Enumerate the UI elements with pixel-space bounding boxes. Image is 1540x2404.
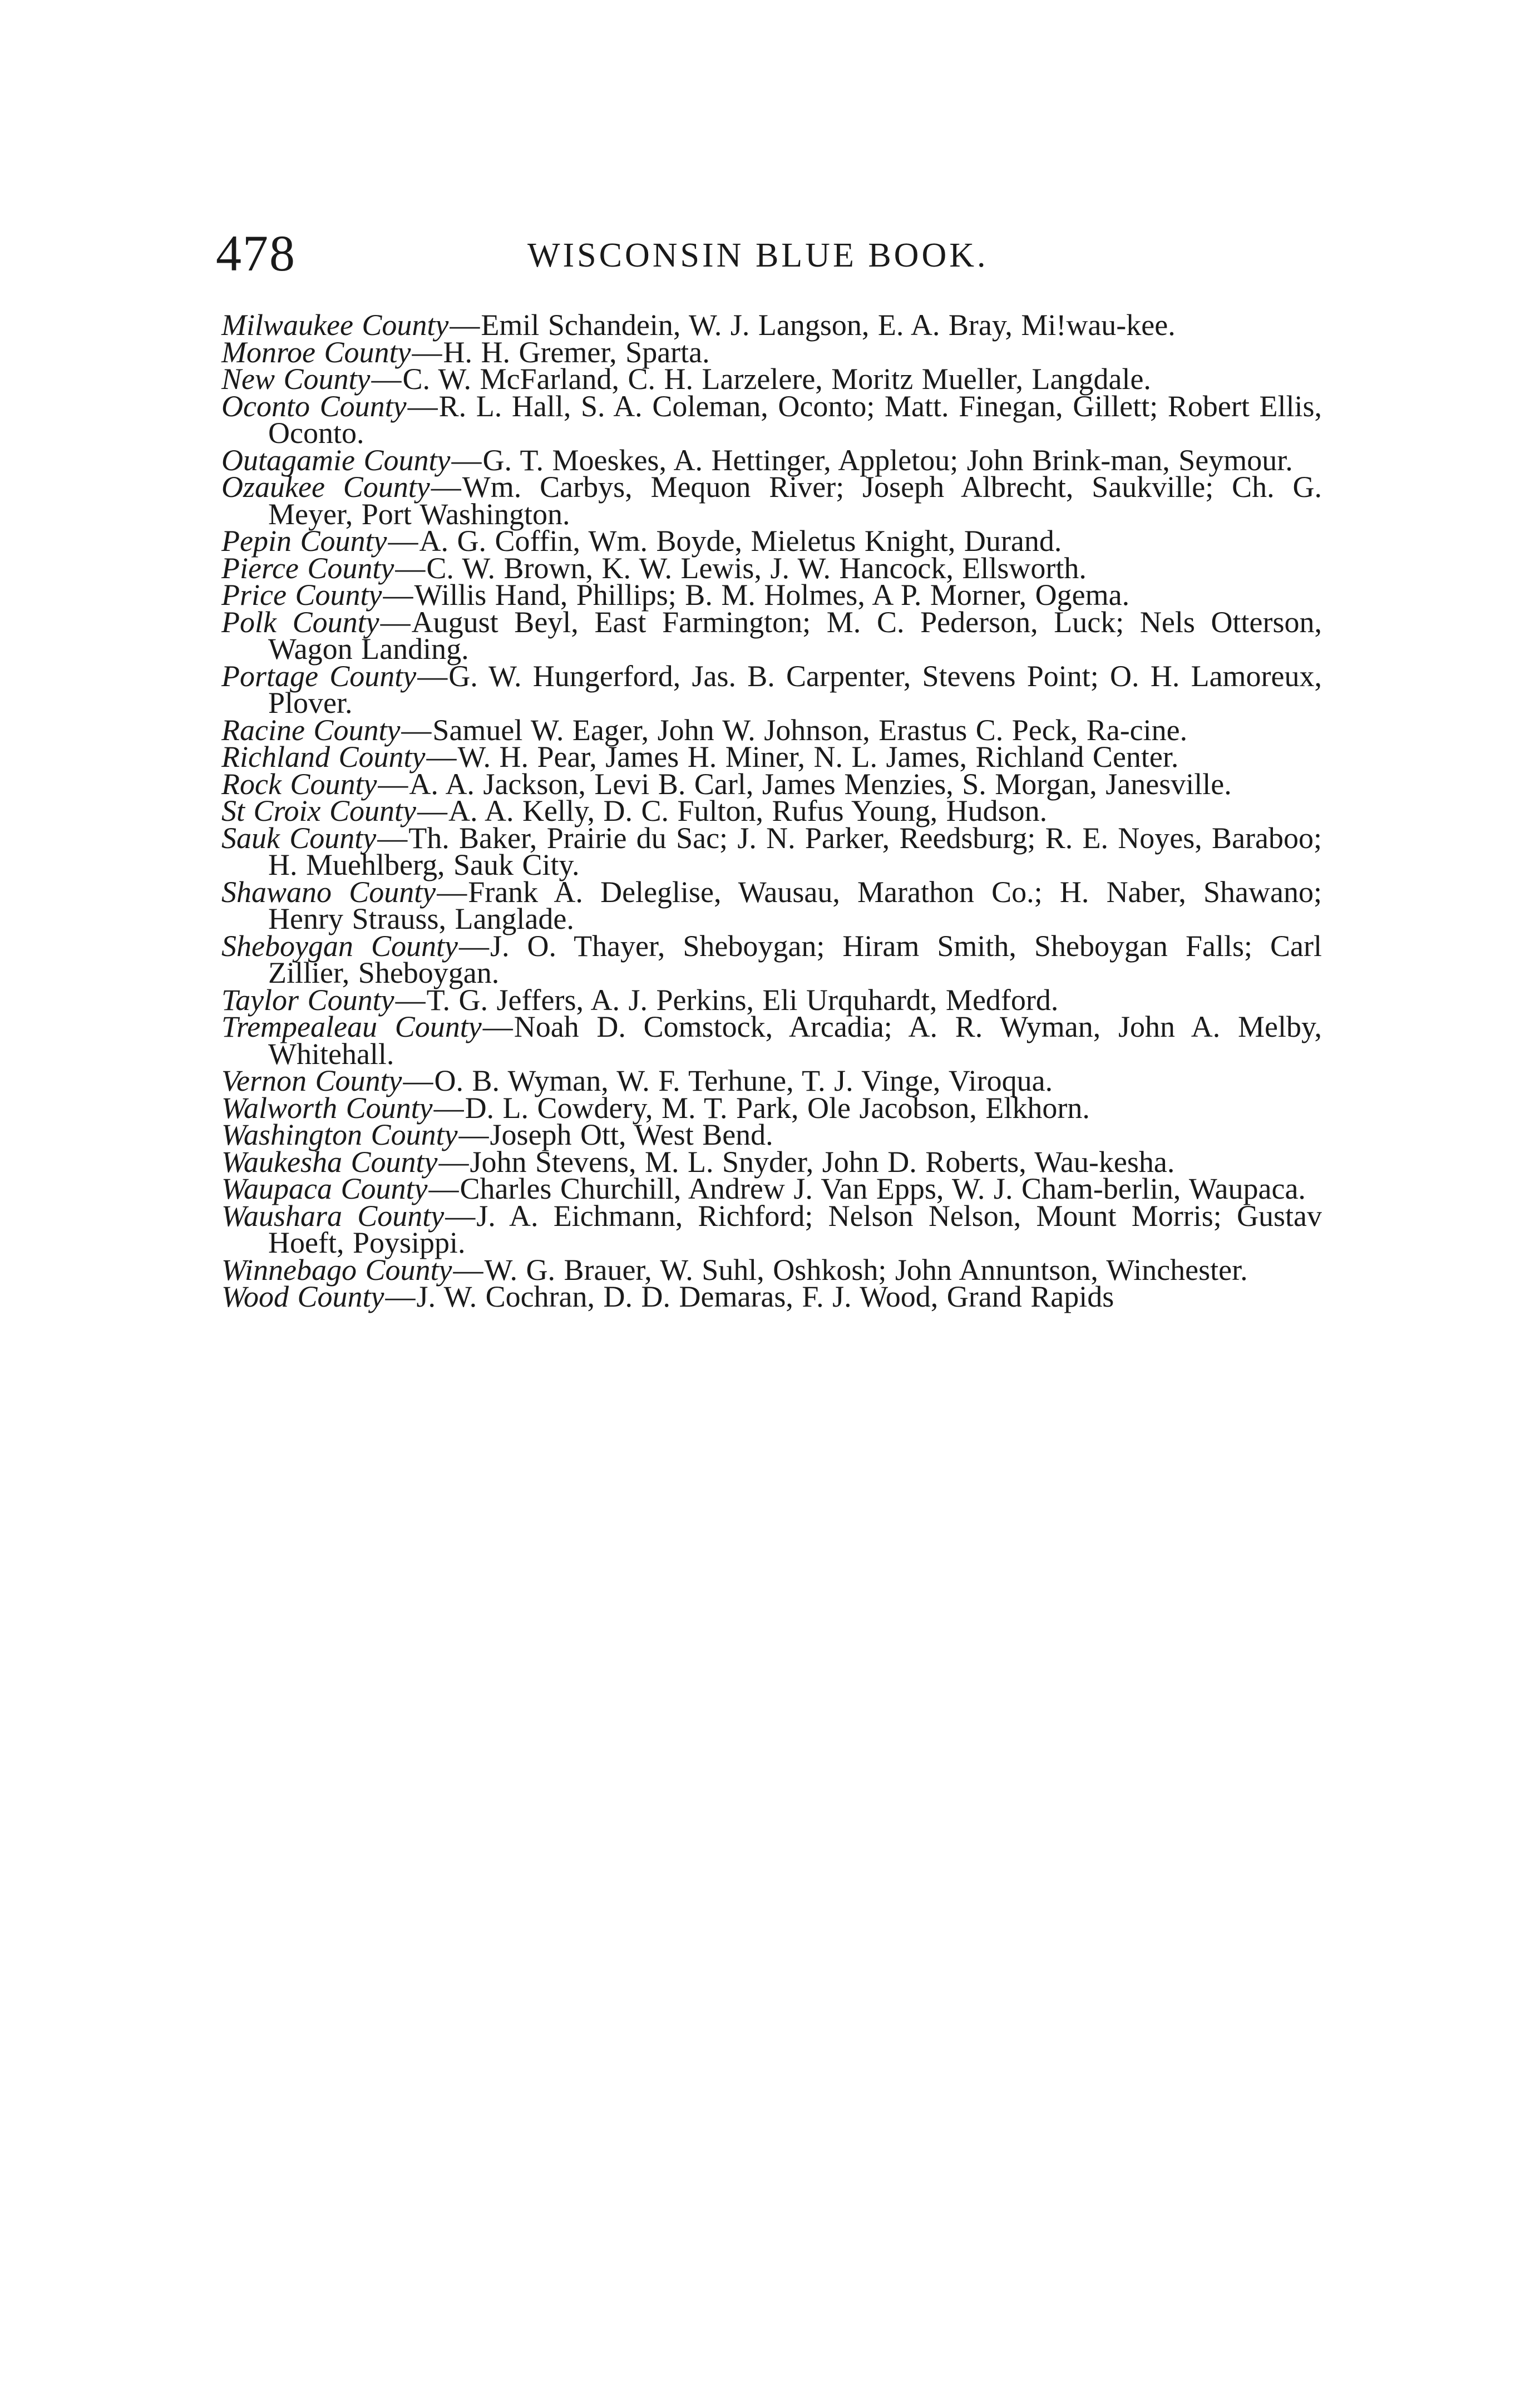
county-name: Shawano County [221,875,436,909]
county-name: Wood County [221,1280,384,1313]
county-entry [221,362,1322,396]
county-entry [221,821,1322,881]
county-name: Richland County [221,740,426,774]
county-name: Vernon County [221,1064,402,1097]
county-name: Monroe County [221,335,411,369]
county-name: Price County [221,578,382,612]
county-name: Oconto County [221,389,407,423]
em-dash: — [433,1091,464,1125]
page-number: 478 [216,225,296,282]
county-entry [221,389,1322,450]
em-dash: — [426,740,457,774]
committee-members: A. A. Jackson, Levi B. Carl, James Menzies, S. Morgan, Janesville. [409,767,1232,801]
county-entry [221,740,1322,774]
county-entry [221,1172,1322,1205]
county-entry [221,1064,1322,1097]
county-entry [221,1091,1322,1125]
page-header [216,223,1334,306]
em-dash: — [445,1199,476,1233]
county-entry [221,1280,1322,1313]
committee-members: J. O. Thayer, Sheboygan; Hiram Smith, Sheboygan Falls; Carl Zillier, Sheboygan. [268,929,1322,989]
county-entry [221,1145,1322,1179]
committee-members: A. G. Coffin, Wm. Boyde, Mieletus Knight, Durand. [419,524,1062,558]
em-dash: — [378,767,408,801]
committee-members: A. A. Kelly, D. C. Fulton, Rufus Young, Hudson. [448,794,1048,827]
county-entry [221,551,1322,585]
county-entry [221,335,1322,369]
county-entry [221,767,1322,801]
committee-members: Samuel W. Eager, John W. Johnson, Erastus C. Peck, Ra-cine. [432,713,1188,747]
em-dash: — [380,605,411,639]
county-name: Sheboygan County [221,929,458,963]
county-entry [221,308,1322,342]
committee-members: Emil Schandein, W. J. Langson, E. A. Bray, Mi!wau-kee. [481,308,1176,342]
committee-members: Joseph Ott, West Bend. [490,1118,773,1151]
em-dash: — [377,821,408,855]
county-entry [221,713,1322,747]
county-entry [221,524,1322,558]
em-dash: — [450,308,480,342]
county-entry [221,659,1322,720]
em-dash: — [458,1118,489,1151]
county-name: Winnebago County [221,1253,452,1287]
county-entry [221,470,1322,531]
em-dash: — [437,875,467,909]
em-dash: — [395,983,426,1017]
committee-members: Th. Baker, Prairie du Sac; J. N. Parker, Reedsburg; R. E. Noyes, Baraboo; H. Muehlberg, Sauk City. [268,821,1322,881]
county-entry [221,1010,1322,1071]
committee-members: D. L. Cowdery, M. T. Park, Ole Jacobson, Elkhorn. [465,1091,1090,1125]
county-entry [221,1118,1322,1151]
em-dash: — [401,713,432,747]
county-name: Pierce County [221,551,394,585]
em-dash: — [417,794,447,827]
county-name: Waukesha County [221,1145,438,1179]
county-name: Waushara County [221,1199,445,1233]
county-name: Washington County [221,1118,458,1151]
committee-members: John Stevens, M. L. Snyder, John D. Roberts, Wau-kesha. [470,1145,1175,1179]
em-dash: — [395,551,426,585]
county-name: Sauk County [221,821,377,855]
committee-members: R. L. Hall, S. A. Coleman, Oconto; Matt. Finegan, Gillett; Robert Ellis, Oconto. [268,389,1322,450]
committee-members: Wm. Carbys, Mequon River; Joseph Albrecht, Saukville; Ch. G. Meyer, Port Washington. [268,470,1322,531]
county-name: Milwaukee County [221,308,449,342]
committee-members: August Beyl, East Farmington; M. C. Pederson, Luck; Nels Otterson, Wagon Landing. [268,605,1322,666]
em-dash: — [371,362,402,396]
em-dash: — [403,1064,433,1097]
county-entry [221,1253,1322,1287]
county-entry [221,875,1322,935]
county-name: Outagamie County [221,443,451,477]
committee-members: Noah D. Comstock, Arcadia; A. R. Wyman, John A. Melby, Whitehall. [268,1010,1322,1071]
em-dash: — [482,1010,513,1043]
county-entry [221,578,1322,612]
em-dash: — [383,578,413,612]
committee-members: C. W. Brown, K. W. Lewis, J. W. Hancock, Ellsworth. [426,551,1087,585]
county-entry [221,443,1322,477]
county-name: Waupaca County [221,1172,428,1205]
committee-members: O. B. Wyman, W. F. Terhune, T. J. Vinge, Viroqua. [434,1064,1053,1097]
county-name: St Croix County [221,794,416,827]
county-name: Pepin County [221,524,387,558]
committee-members: W. G. Brauer, W. Suhl, Oshkosh; John Annuntson, Winchester. [484,1253,1248,1287]
county-entries-list [221,308,1322,1313]
em-dash: — [407,389,438,423]
em-dash: — [385,1280,416,1313]
county-name: Walworth County [221,1091,433,1125]
county-entry [221,794,1322,827]
em-dash: — [388,524,418,558]
county-name: Portage County [221,659,417,693]
county-entry [221,605,1322,666]
committee-members: W. H. Pear, James H. Miner, N. L. James, Richland Center. [457,740,1179,774]
county-name: Ozaukee County [221,470,430,504]
county-name: Trempealeau County [221,1010,482,1043]
committee-members: J. A. Eichmann, Richford; Nelson Nelson, Mount Morris; Gustav Hoeft, Poysippi. [268,1199,1322,1259]
county-name: Rock County [221,767,377,801]
committee-members: Willis Hand, Phillips; B. M. Holmes, A P. Morner, Ogema. [414,578,1130,612]
county-name: Polk County [221,605,379,639]
committee-members: Frank A. Deleglise, Wausau, Marathon Co.; H. Naber, Shawano; Henry Strauss, Langlade. [268,875,1322,935]
county-name: Racine County [221,713,401,747]
em-dash: — [431,470,461,504]
committee-members: G. T. Moeskes, A. Hettinger, Appletou; John Brink-man, Seymour. [482,443,1293,477]
committee-members: T. G. Jeffers, A. J. Perkins, Eli Urquhardt, Medford. [426,983,1059,1017]
running-title: WISCONSIN BLUE BOOK. [527,237,989,274]
em-dash: — [458,929,489,963]
county-name: Taylor County [221,983,394,1017]
em-dash: — [417,659,448,693]
em-dash: — [451,443,482,477]
em-dash: — [438,1145,469,1179]
committee-members: Charles Churchill, Andrew J. Van Epps, W. J. Cham-berlin, Waupaca. [460,1172,1306,1205]
county-entry [221,983,1322,1017]
committee-members: H. H. Gremer, Sparta. [443,335,710,369]
committee-members: J. W. Cochran, D. D. Demaras, F. J. Wood, Grand Rapids [416,1280,1114,1313]
county-name: New County [221,362,371,396]
em-dash: — [412,335,442,369]
county-entry [221,929,1322,989]
em-dash: — [428,1172,459,1205]
county-entry [221,1199,1322,1259]
em-dash: — [453,1253,483,1287]
committee-members: G. W. Hungerford, Jas. B. Carpenter, Stevens Point; O. H. Lamoreux, Plover. [268,659,1322,720]
committee-members: C. W. McFarland, C. H. Larzelere, Moritz Mueller, Langdale. [402,362,1151,396]
